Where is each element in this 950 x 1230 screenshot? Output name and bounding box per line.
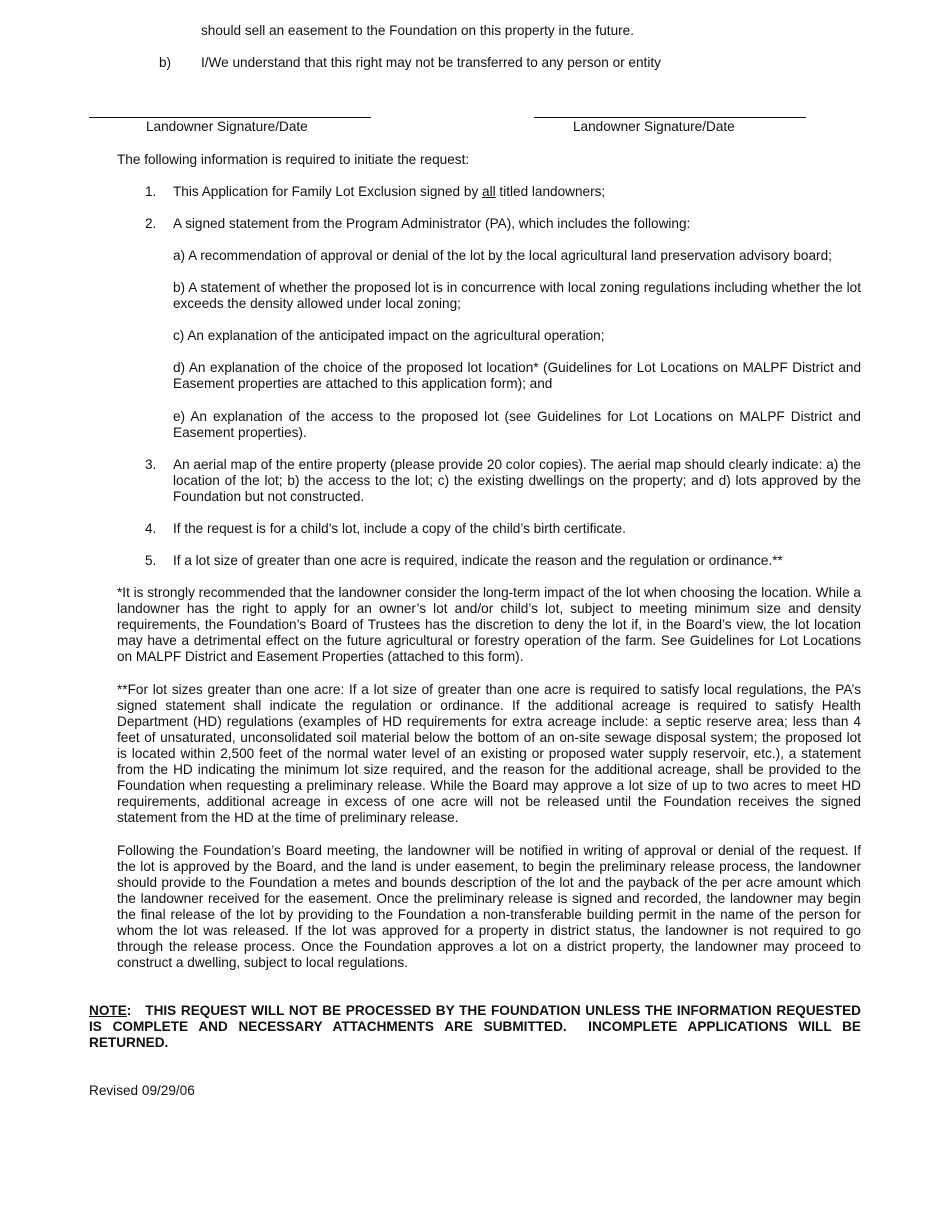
item-number: 1. [145, 184, 157, 199]
footnote-double-asterisk: **For lot sizes greater than one acre: If a lot size of greater than one acre is required to satisfy local regulations, the PA’s signed statement shall indicate the regulation or ordinance. If the additional acreage is required to satisfy Health Department (HD) regulations (examples of HD requirements for extra acreage include: a septic reserve area; less than 4 feet of unsaturated, unconsolidated soil material below the bottom of an on-site sewage disposal system; the proposed lot is located within 2,500 feet of the normal water level of an existing or proposed water supply reservoir, etc.), a statement from the HD indicating the minimum lot size required, and the reason for the additional acreage, shall be provided to the Foundation when requesting a preliminary release. While the Board may approve a lot size of up to two acres to meet HD requirements, additional acreage in excess of one acre will not be released until the Foundation receives the signed statement from the HD at the time of preliminary release. [117, 682, 861, 825]
right-signature-line [534, 117, 806, 118]
following-paragraph: Following the Foundation’s Board meeting, the landowner will be notified in writing of approval or denial of the request. If the lot is approved by the Board, and the land is under easement, to begin the preliminary release process, the landowner should provide to the Foundation a metes and bounds description of the lot and the payback of the per acre amount which the landowner received for the easement. Once the preliminary release is signed and recorded, the landowner may begin the final release of the lot by providing to the Foundation a non-transferable building permit in the name of the person for whom the lot was released. If the lot was approved for a property in district status, the landowner is not required to go through the release process. Once the Foundation approves a lot on a district property, the landowner may proceed to construct a dwelling, subject to local regulations. [117, 843, 861, 970]
list-item [145, 216, 861, 232]
underlined-all: all [482, 184, 496, 199]
item-number: 4. [145, 521, 157, 536]
revised-date: Revised 09/29/06 [89, 1083, 195, 1098]
note-label: NOTE [89, 1003, 127, 1018]
note-text: THIS REQUEST WILL NOT BE PROCESSED BY THE FOUNDATION UNLESS THE INFORMATION REQUESTED IS COMPLETE AND NECESSARY ATTACHMENTS ARE SUBMITTED. INCOMPLETE APPLICATIONS WILL BE RETURNED. [89, 1003, 865, 1050]
list-item [145, 553, 861, 569]
list-item [145, 184, 861, 200]
item-text: This Application for Family Lot Exclusion signed by all titled landowners; [173, 184, 606, 199]
intro-text: The following information is required to initiate the request: [117, 152, 470, 167]
item-text: An aerial map of the entire property (please provide 20 color copies). The aerial map should clearly indicate: a) the location of the lot; b) the access to the lot; c) the existing dwellings on the property; and d) lots approved by the Foundation but not constructed. [173, 457, 861, 504]
left-signature-label: Landowner Signature/Date [146, 119, 308, 134]
sub-item-e: e) An explanation of the access to the proposed lot (see Guidelines for Lot Locations on MALPF District and Easement properties). [173, 409, 861, 440]
list-item [145, 457, 861, 505]
continuation-text: should sell an easement to the Foundation on this property in the future. [201, 23, 635, 38]
item-text: If a lot size of greater than one acre is required, indicate the reason and the regulation or ordinance.** [173, 553, 783, 568]
right-signature-label: Landowner Signature/Date [573, 119, 735, 134]
sub-item-c: c) An explanation of the anticipated impact on the agricultural operation; [173, 328, 605, 343]
sub-item-a: a) A recommendation of approval or denial of the lot by the local agricultural land preservation advisory board; [173, 248, 832, 263]
sub-item-d: d) An explanation of the choice of the proposed lot location* (Guidelines for Lot Locations on MALPF District and Easement properties are attached to this application form); and [173, 360, 861, 391]
left-signature-line [89, 117, 371, 118]
item-number: 2. [145, 216, 157, 231]
footnote-single-asterisk: *It is strongly recommended that the landowner consider the long-term impact of the lot when choosing the location. While a landowner has the right to apply for an owner’s lot and/or child’s lot, subject to meeting minimum size and density requirements, the Foundation’s Board of Trustees has the discretion to deny the lot if, in the Board’s view, the lot location may have a detrimental effect on the future agricultural or forestry operation of the farm. See Guidelines for Lot Locations on MALPF District and Easement Properties (attached to this form). [117, 585, 861, 664]
item-number: 5. [145, 553, 157, 568]
item-number: 3. [145, 457, 157, 472]
item-text: A signed statement from the Program Administrator (PA), which includes the following: [173, 216, 691, 231]
list-item [145, 521, 861, 537]
item-b-marker: b) [159, 55, 172, 70]
note-paragraph: NOTE: THIS REQUEST WILL NOT BE PROCESSED BY THE FOUNDATION UNLESS THE INFORMATION REQUESTED IS COMPLETE AND NECESSARY ATTACHMENTS ARE SUBMITTED. INCOMPLETE APPLICATIONS WILL BE RETURNED. [89, 1003, 865, 1050]
item-b-text: I/We understand that this right may not be transferred to any person or entity [201, 55, 661, 70]
item-text: If the request is for a child’s lot, include a copy of the child’s birth certificate. [173, 521, 626, 536]
sub-item-b: b) A statement of whether the proposed lot is in concurrence with local zoning regulations including whether the lot exceeds the density allowed under local zoning; [173, 280, 861, 311]
